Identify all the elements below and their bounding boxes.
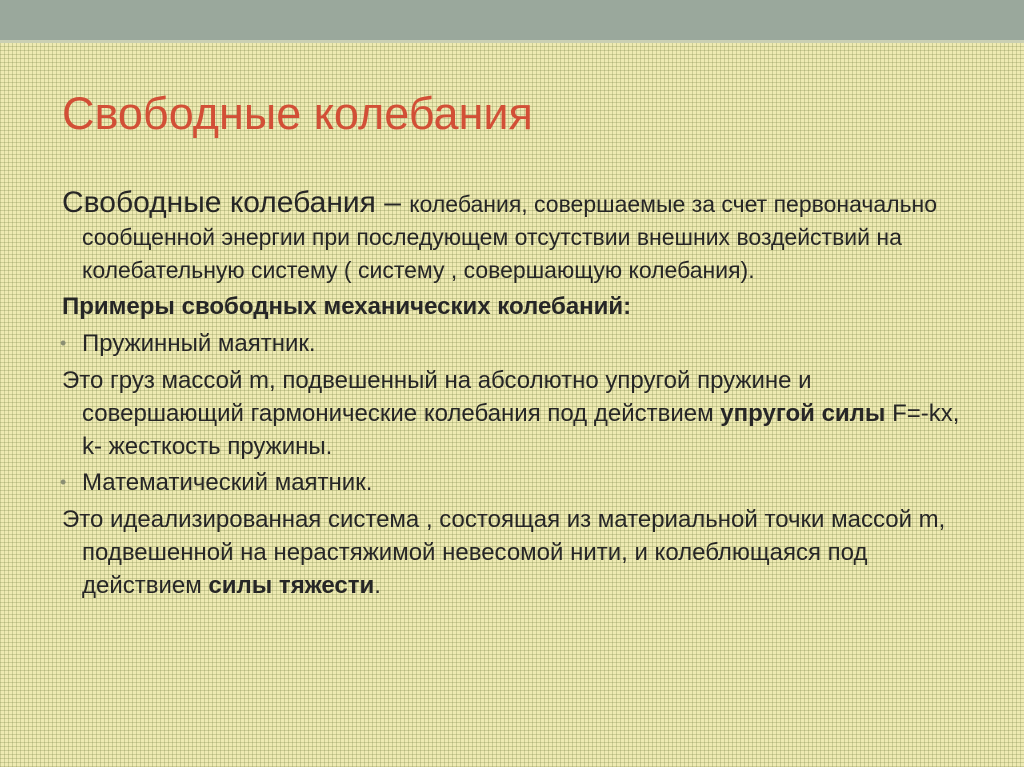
slide-title: Свободные колебания [62,88,533,139]
spring-text-before: Это груз массой m, подвешенный на абсолютно упругой пружине и совершающий гармонические колебания под действием [62,367,812,427]
spring-text-after: F=-kx, k- жесткость пружины. [82,400,960,460]
math-pendulum-label: Математический маятник. [82,469,373,496]
top-bar [0,0,1024,40]
math-text-bold: силы тяжести [208,572,375,599]
definition-term: Свободные колебания [62,186,376,219]
list-item-math-pendulum [62,466,962,499]
examples-heading: Примеры свободных механических колебаний: [62,293,632,320]
math-text-after: . [374,572,381,599]
spring-pendulum-description [62,364,962,463]
slide-body [62,186,962,605]
math-text-before: Это идеализированная система , состоящая из материальной точки массой m, подвешенной на нерастяжимой невесомой нити, и колеблющаяся под действием [62,506,946,599]
bullet-icon: • [60,472,67,492]
definition-paragraph [62,186,962,287]
list-item-spring-pendulum [62,327,962,360]
spring-text-bold: упругой силы [720,400,886,427]
definition-text: колебания, совершаемые за счет первоначально сообщенной энергии при последующем отсутствии внешних воздействий на колебательную систему ( систему , совершающую колебания). [82,191,938,283]
top-divider [0,40,1024,43]
spring-pendulum-label: Пружинный маятник. [82,330,316,357]
math-pendulum-description [62,503,962,602]
definition-dash: – [375,186,410,219]
bullet-icon: • [60,333,67,353]
